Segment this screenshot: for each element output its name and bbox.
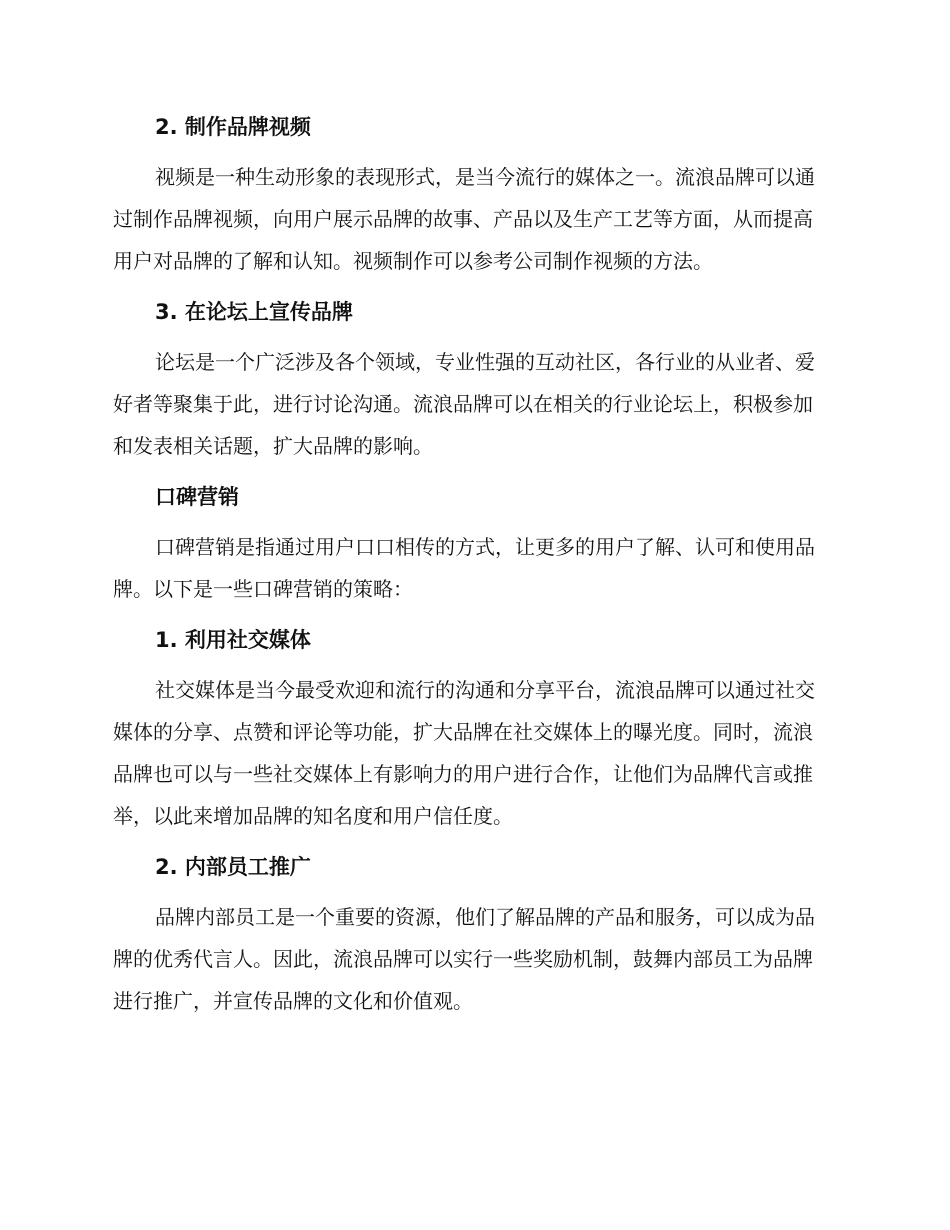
section-heading-forum-promotion: 3. 在论坛上宣传品牌 bbox=[155, 300, 353, 324]
paragraph-employee-promotion: 品牌内部员工是一个重要的资源，他们了解品牌的产品和服务，可以成为品牌的优秀代言人。因此，流浪品牌可以实行一些奖励机制，鼓舞内部员工为品牌进行推广，并宣传品牌的文化和价值观。 bbox=[113, 905, 815, 1013]
paragraph-social-media: 社交媒体是当今最受欢迎和流行的沟通和分享平台，流浪品牌可以通过社交媒体的分享、点赞和评论等功能，扩大品牌在社交媒体上的曝光度。同时，流浪品牌也可以与一些社交媒体上有影响力的用户进行合作，让他们为品牌代言或推举，以此来增加品牌的知名度和用户信任度。 bbox=[113, 678, 815, 828]
paragraph-brand-video: 视频是一种生动形象的表现形式，是当今流行的媒体之一。流浪品牌可以通过制作品牌视频，向用户展示品牌的故事、产品以及生产工艺等方面，从而提高用户对品牌的了解和认知。视频制作可以参考公司制作视频的方法。 bbox=[113, 165, 815, 273]
paragraph-forum-promotion: 论坛是一个广泛涉及各个领域，专业性强的互动社区，各行业的从业者、爱好者等聚集于此，进行讨论沟通。流浪品牌可以在相关的行业论坛上，积极参加和发表相关话题，扩大品牌的影响。 bbox=[113, 350, 815, 458]
section-heading-word-of-mouth: 口碑营销 bbox=[155, 485, 239, 509]
section-heading-brand-video: 2. 制作品牌视频 bbox=[155, 115, 311, 139]
section-heading-employee-promotion: 2. 内部员工推广 bbox=[155, 855, 311, 879]
paragraph-word-of-mouth: 口碑营销是指通过用户口口相传的方式，让更多的用户了解、认可和使用品牌。以下是一些口碑营销的策略： bbox=[113, 535, 815, 601]
section-heading-social-media: 1. 利用社交媒体 bbox=[155, 628, 311, 652]
